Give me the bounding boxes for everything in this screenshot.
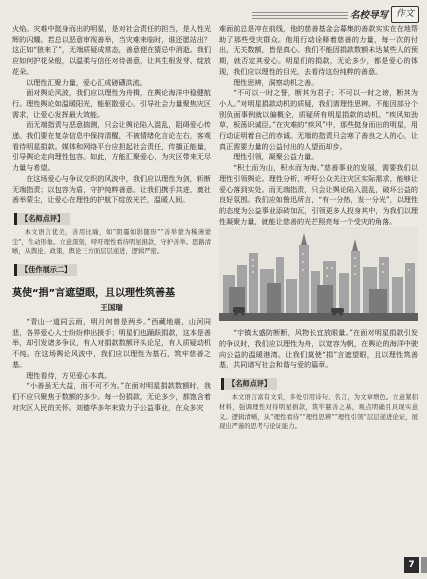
paragraph: 理性引领，凝聚公益力量。	[233, 152, 319, 162]
left-column	[12, 24, 211, 413]
section-title: 名校导写	[349, 10, 388, 21]
paragraph: 难面前总是冲在前线，他的慈善基金会募集的善款实实在在地帮助了那些受灾群众。他用行动诠释着慈善的力量，每一次的付出，无关数额，皆是真心。我们不能因捐款数额未达某些人的预期，就否定其爱心。明星们的捐款，无论多少，都是爱心的体现，我们应以理性的目光，去看待这份纯粹的善意。	[219, 24, 418, 76]
article-title: 莫使“捐”言遮望眼，且以理性筑善基	[12, 288, 175, 300]
page-number: 7	[404, 557, 419, 573]
paragraph: 面对舆论风波，我们应以理性为舟楫，在舆论海洋中稳健航行。理性舆论如温暖阳光，能驱散爱心，引导社会力量聚焦灾区需求，让爱心发挥最大效能。	[12, 88, 211, 119]
section-badge: 作文	[391, 6, 419, 23]
paragraph: 理性思辨，洞察动机之善。	[233, 77, 319, 87]
paragraph: 理性看待，方见爱心本真。	[26, 370, 112, 380]
teacher-comment: 本文语言优美，善用比喻，如“阴霾如影随形”“善举蒙为稀薄蒙尘”，生动形象。立意深刻，呼吁理性看待明星捐款，守护善举。思路清晰，从舆论、政策、舆论三方面层层递进，逻辑严密。	[12, 228, 211, 256]
paragraph: 而无端指责与恶意揣测，只会让舆论陷入混乱，阻碍爱心传递。我们要在复杂信息中保持清醒，不被情绪化言论左右，客观看待明星捐款。媒体和网络平台应担起社会责任，传播正能量，引导舆论走向理性包容。如此，方能汇聚爱心，为灾区带来无尽力量与希望。	[12, 120, 211, 173]
city-skyline-illustration	[219, 227, 418, 321]
paragraph: “宇镇太盛防断断，风物长宜放眼量。”在面对明星捐款引发的争议时，我们应以理性为舟，以宽容为帆，在舆论的海洋中驶向公益的温暖港湾。让我们莫使“捐”言遮望眼，且以理性筑善基，共同谱写社会和谐与爱的篇章。	[219, 328, 418, 370]
page-edge-tab	[421, 557, 427, 573]
paragraph: 在这场爱心与争议交织的风波中，我们应以理性为剑，斩断无端指责；以包容为盾，守护纯粹善意。让我们携手共进，奠社善举蒙尘，让爱心在理性的护航下绽放光芒，温暖人间。	[12, 173, 211, 205]
example-label: 【佳作展示二】	[14, 264, 77, 276]
header-rule	[252, 12, 348, 21]
teacher-comment-label: 【名师点评】	[221, 378, 277, 390]
paragraph: “青山一道同云雨，明月何曾是两乡。”西藏地震，山河同悲，各界爱心人士纷纷伸出援手；明星们也踊跃捐款，这本是善举，却引发诸多争议，有人对捐款数额评头论足，有人质疑动机不纯。在这场舆论风波中，我们应以理性为基石，筑牢慈善之基。	[12, 317, 211, 369]
right-column	[219, 24, 418, 432]
teacher-comment-label: 【名师点评】	[14, 213, 70, 225]
paragraph: “不可以一时之誉，断其为君子；不可以一时之谤，断其为小人。”对明星捐款动机的质疑，我们需理性思辨。不能因部分个别负面事例就以偏概全，质疑所有明星捐款的动机。“疾风知劲草，板荡识诚臣。”在灾难的“疾风”中，那些挺身而出的明星，用行动证明着自己的赤诚。无端的指责只会寒了善良之人的心，让真正需要力量的公益付出的人望而却步。	[219, 88, 418, 151]
paragraph: “小善虽无大益，而不可不为。”在面对明星捐款数额时，我们不应只聚焦于数额的多少。每一份捐款，无论多少，都饱含着对灾区人民的关怀。刘德华多年来致力于公益事业，在众多灾	[12, 381, 211, 412]
teacher-comment: 本文语言富有文采，多处引用诗句、名言，为文章增色。立意紧扣材料，强调理性对待明星捐款，筑牢慈善之基，观点明确且具现实意义。逻辑清晰，从“理性看待”“理性思辨”“理性引领”层层递进论证，展现出严谨的思考与论证能力。	[219, 394, 418, 431]
author-name: 王国瑞	[100, 303, 123, 313]
paragraph: 以理性汇聚力量，爱心汇成磅礴洪流。	[26, 77, 147, 87]
paragraph: 火焰。灾难中挺身而出的明星，是对社会责任的担当，是人性光辉的闪耀。若总以恶意审视善举，当灾难来临时，谁还愿站出？这正如“狼来了”，无端质疑成常态，善意便在猜忌中消逝。我们应如何护花朵般，以温柔与信任对待善意，让其生根发芽、绽放花朵。	[12, 24, 211, 76]
paragraph: “积土而为山，积水而为海。”慈善事业的发展，需要我们以理性引领舆论。理性分析，呼吁公众关注灾区实际需求，能够让爱心落到实处。而无端指责，只会让舆论陷入混乱，破坏公益的良好氛围。我们应如鲁迅所言，“有一分热，发一分光”，以理性的态度为公益事业添砖加瓦，引领更多人投身其中，为我们以理性凝聚力量，就能让慈善的光芒照亮每一个受灾的角落。	[219, 163, 418, 226]
